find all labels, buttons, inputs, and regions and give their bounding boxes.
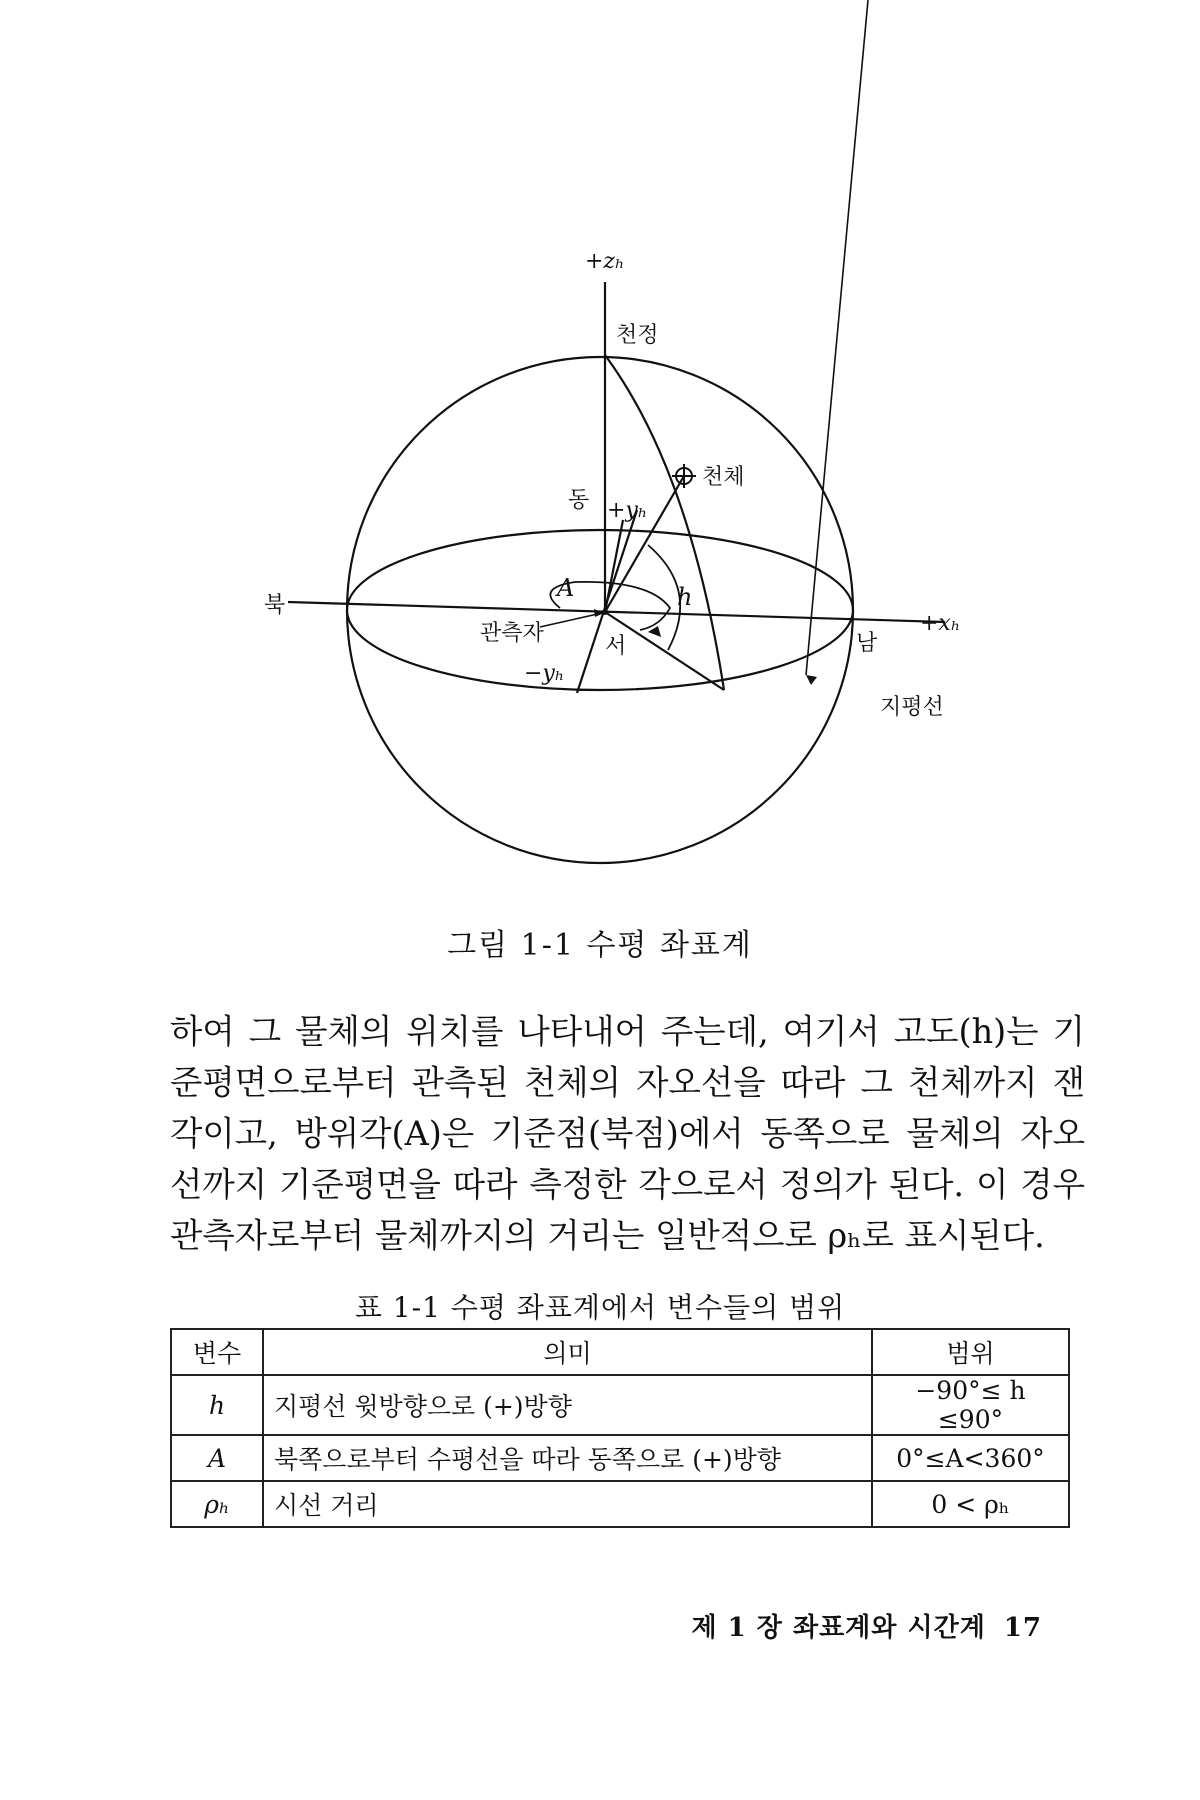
altitude-arc <box>648 545 680 650</box>
west-label: 서 <box>605 634 627 659</box>
x-plus-label: +xₕ <box>920 611 961 636</box>
z-axis-label: +zₕ <box>585 249 625 274</box>
azimuth-label: A <box>557 574 575 602</box>
row-meaning: 지평선 윗방향으로 (+)방향 <box>263 1375 872 1435</box>
variables-table <box>170 1328 1070 1528</box>
observer-pointer <box>540 613 602 627</box>
east-label: 동 <box>568 488 590 513</box>
row-variable: A <box>171 1435 263 1481</box>
north-label: 북 <box>264 593 286 618</box>
row-range: 0°≤A<360° <box>872 1435 1069 1481</box>
header-meaning: 의미 <box>263 1329 872 1375</box>
page-footer <box>691 1607 1042 1644</box>
chapter-title: 제 1 장 좌표계와 시간계 <box>691 1613 986 1643</box>
horizon-arrowhead <box>806 675 817 685</box>
header-range: 범위 <box>872 1329 1069 1375</box>
row-meaning: 북쪽으로부터 수평선을 따라 동쪽으로 (+)방향 <box>263 1435 872 1481</box>
figure-caption: 그림 1-1 수평 좌표계 <box>447 928 753 963</box>
south-label: 남 <box>856 631 878 656</box>
celestial-sphere <box>347 357 853 863</box>
altitude-label: h <box>677 583 693 611</box>
table-title: 표 1-1 수평 좌표계에서 변수들의 범위 <box>354 1291 846 1324</box>
row-variable: ρₕ <box>171 1481 263 1527</box>
header-variable: 변수 <box>171 1329 263 1375</box>
y-plus-label: +yₕ <box>607 498 648 523</box>
line-of-sight <box>605 476 684 612</box>
row-variable: h <box>171 1375 263 1435</box>
horizon-label: 지평선 <box>880 695 944 720</box>
observer-label: 관측자 <box>480 621 544 646</box>
origin-dot <box>602 609 608 615</box>
table-row <box>171 1375 1069 1435</box>
row-range: −90°≤ h ≤90° <box>872 1375 1069 1435</box>
table-row <box>171 1481 1069 1527</box>
table-row <box>171 1435 1069 1481</box>
zenith-label: 천정 <box>616 323 659 348</box>
body-paragraph: 하여 그 물체의 위치를 나타내어 주는데, 여기서 고도(h)는 기준평면으로부터 관측된 천체의 자오선을 따라 그 천체까지 잰 각이고, 방위각(A)은 기준점(북점)에서 동쪽으로 물체의 자오선까지 기준평면을 따라 측정한 각으로서 정의가 된다. 이 경우 관측자로부터 물체까지의 거리는 일반적으로 ρₕ로 표시된다. <box>170 1012 1085 1255</box>
page-number: 17 <box>1003 1613 1042 1643</box>
horizon-pointer <box>806 0 868 675</box>
table-header-row <box>171 1329 1069 1375</box>
row-range: 0 < ρₕ <box>872 1481 1069 1527</box>
celestial-body-label: 천체 <box>702 465 745 490</box>
horizon-ellipse <box>347 530 853 690</box>
row-meaning: 시선 거리 <box>263 1481 872 1527</box>
y-minus-label: −yₕ <box>524 661 565 686</box>
